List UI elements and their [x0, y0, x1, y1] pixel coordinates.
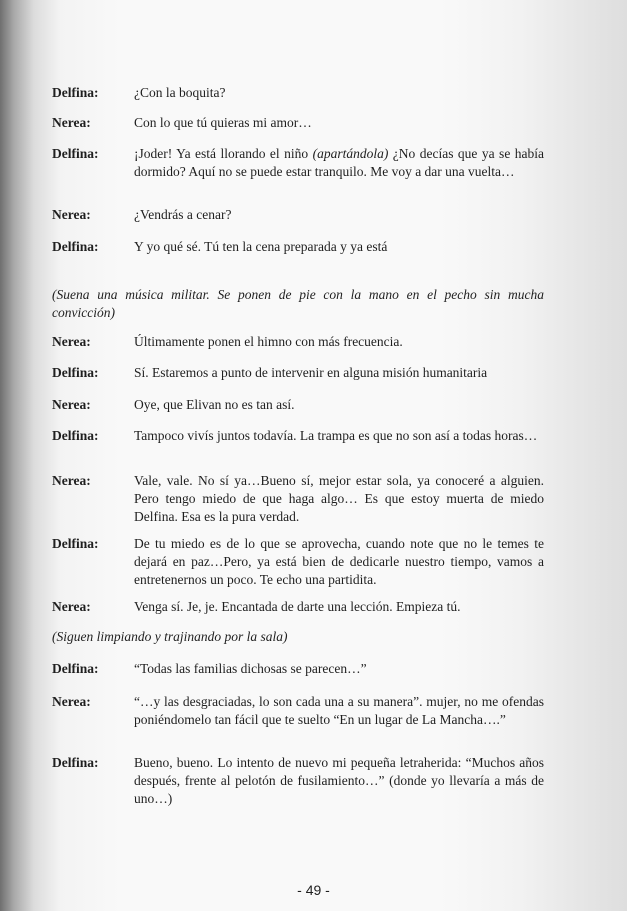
speaker-name: Delfina:	[52, 661, 99, 676]
speaker-name: Delfina:	[52, 755, 99, 770]
speaker-name: Nerea:	[52, 334, 91, 349]
dialogue-line: Oye, que Elivan no es tan así.	[134, 397, 295, 412]
dialogue-line: Venga sí. Je, je. Encantada de darte una lección. Empieza tú.	[134, 599, 461, 614]
stage-direction-inline: (apartándola)	[312, 146, 389, 161]
speaker-name: Delfina:	[52, 365, 99, 380]
speaker-name: Nerea:	[52, 207, 91, 222]
dialogue-line: “Todas las familias dichosas se parecen…”	[134, 661, 367, 676]
dialogue-text: ¡Joder! Ya está llorando el niño	[134, 146, 313, 161]
dialogue-line: Vale, vale. No sí ya…Bueno sí, mejor estar sola, ya conoceré a alguien. Pero tengo miedo de que haga algo… Es que estoy muerta de miedo Delfina. Esa es la pura verdad.	[134, 473, 544, 524]
speaker-name: Nerea:	[52, 473, 91, 488]
dialogue-line: “…y las desgraciadas, lo son cada una a su manera”. mujer, no me ofendas poniéndomelo tan fácil que te suelto “En un lugar de La Mancha….”	[134, 694, 544, 727]
speaker-name: Delfina:	[52, 536, 99, 551]
dialogue-line: De tu miedo es de lo que se aprovecha, cuando note que no le temes te dejará en paz…Pero, ya está bien de dedicarle nuestro tiempo, vamos a entretenernos un poco. Te echo una partidita.	[134, 536, 544, 587]
dialogue-text: ¿No decías que ya se había dormido? Aquí no se puede estar tranquilo. Me voy a dar una vuelta…	[134, 146, 544, 179]
page-number: - 49 -	[297, 882, 330, 898]
dialogue-line: ¿Con la boquita?	[134, 85, 226, 100]
stage-direction: (Suena una música militar. Se ponen de pie con la mano en el pecho sin mucha convicción)	[52, 287, 544, 320]
stage-direction: (Siguen limpiando y trajinando por la sala)	[52, 629, 288, 644]
speaker-name: Delfina:	[52, 146, 99, 161]
speaker-name: Nerea:	[52, 599, 91, 614]
dialogue-line: ¿Vendrás a cenar?	[134, 207, 232, 222]
dialogue-line: Sí. Estaremos a punto de intervenir en alguna misión humanitaria	[134, 365, 488, 380]
speaker-name: Nerea:	[52, 397, 91, 412]
dialogue-line	[134, 145, 544, 181]
speaker-name: Delfina:	[52, 239, 99, 254]
speaker-name: Nerea:	[52, 115, 91, 130]
dialogue-line: Tampoco vivís juntos todavía. La trampa es que no son así a todas horas…	[134, 428, 538, 443]
dialogue-line: Últimamente ponen el himno con más frecuencia.	[134, 334, 403, 349]
speaker-name: Delfina:	[52, 428, 99, 443]
dialogue-line: Y yo qué sé. Tú ten la cena preparada y ya está	[134, 239, 388, 254]
dialogue-line: Con lo que tú quieras mi amor…	[134, 115, 312, 130]
dialogue-line: Bueno, bueno. Lo intento de nuevo mi pequeña letraherida: “Muchos años después, frente al pelotón de fusilamiento…” (donde yo llevaría a más de uno…)	[134, 755, 544, 806]
speaker-name: Nerea:	[52, 694, 91, 709]
speaker-name: Delfina:	[52, 85, 99, 100]
